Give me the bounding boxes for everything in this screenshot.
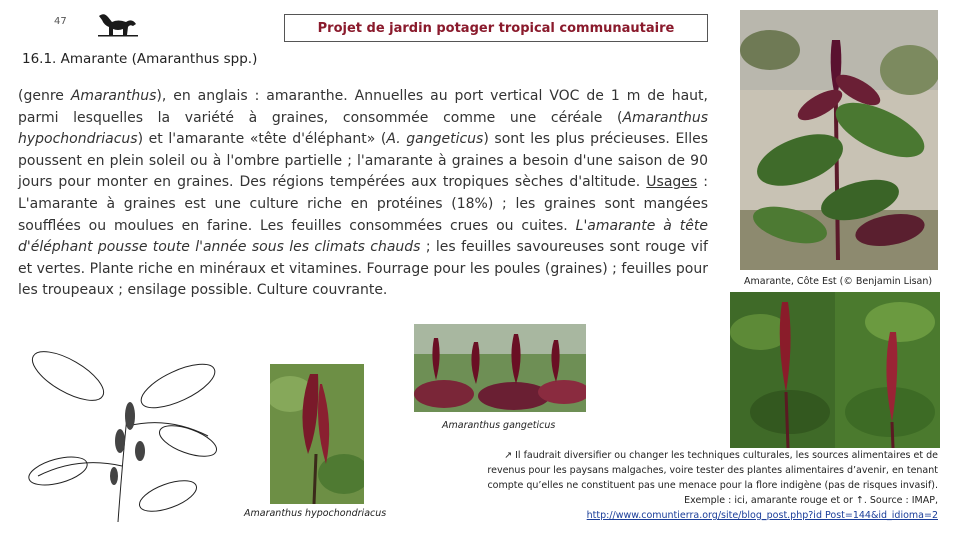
text-run: ) sont les plus précieuses. Elles poussent en plein soleil ou à l'ombre partielle ; l'amarante à graines a besoin d'une saison de 90 jours pour monter en graines. Des régions tempérées aux tropiques sèches d'altitude. xyxy=(18,131,708,191)
note-line: compte qu’elles ne constituent pas une menace pour la flore indigène (pas de risques invasif). xyxy=(487,480,938,491)
italic-text-run: L'amarante à tête d'éléphant pousse toute l'année sous les climats chauds xyxy=(18,217,708,256)
amaranthus-gangeticus-photo xyxy=(414,324,586,412)
section-heading xyxy=(22,51,257,67)
animal-logo-icon xyxy=(96,10,140,38)
photo-caption-cote-est: Amarante, Côte Est (© Benjamin Lisan) xyxy=(744,276,933,287)
source-link[interactable]: http://www.comuntierra.org/site/blog_post.php?id Post=144&id_idioma=2 xyxy=(586,510,938,521)
latin-name: Amaranthus hypochondriacus xyxy=(18,109,708,148)
caption-hypochondriacus: Amaranthus hypochondriacus xyxy=(244,508,387,519)
amaranth-red-gold-photo xyxy=(730,292,940,448)
botanical-drawing xyxy=(18,346,226,522)
description-paragraph xyxy=(18,86,708,302)
amaranthus-hypochondriacus-photo xyxy=(270,364,364,504)
section-number: 16.1. xyxy=(22,51,57,67)
text-run: ; les feuilles savoureuses sont rouge vif et vertes. Plante riche en minéraux et vitamines. Fourrage pour les poules (graines) ; feuilles pour les troupeaux ; ensilage possible. Culture couvrante. xyxy=(18,239,708,299)
note-line: ↗ Il faudrait diversifier ou changer les techniques culturales, les sources alimentaires et de xyxy=(504,450,938,461)
section-title: Amarante xyxy=(60,51,128,67)
text-run: (genre xyxy=(18,88,71,104)
section-latin-name: (Amaranthus spp.) xyxy=(131,51,258,67)
note-line: revenus pour les paysans malgaches, voire tester des plantes alimentaires d’avenir, en tenant xyxy=(487,465,938,476)
text-run: : L'amarante à graines est une culture riche en protéines (18%) ; les graines sont mangées soufflées ou moulues en farine. Les feuilles consommées crues ou cuites. xyxy=(18,174,708,234)
latin-name: Amaranthus xyxy=(70,88,157,104)
note-block xyxy=(440,448,938,523)
text-run: ), en anglais : amaranthe. Annuelles au port vertical VOC de 1 m de haut, parmi lesquelles la variété à graines, consommée comme une céréale ( xyxy=(18,88,708,126)
header-title: Projet de jardin potager tropical communautaire xyxy=(317,20,675,36)
usages-label: Usages xyxy=(646,174,698,191)
note-line: Exemple : ici, amarante rouge et or ↑. Source : IMAP, xyxy=(684,495,938,506)
caption-gangeticus: Amaranthus gangeticus xyxy=(442,420,556,431)
header-title-box xyxy=(284,14,708,42)
text-run: ) et l'amarante «tête d'éléphant» ( xyxy=(137,131,387,148)
amaranth-field-photo xyxy=(740,10,938,270)
page-number: 47 xyxy=(54,16,67,27)
latin-name: A. gangeticus xyxy=(386,131,484,148)
